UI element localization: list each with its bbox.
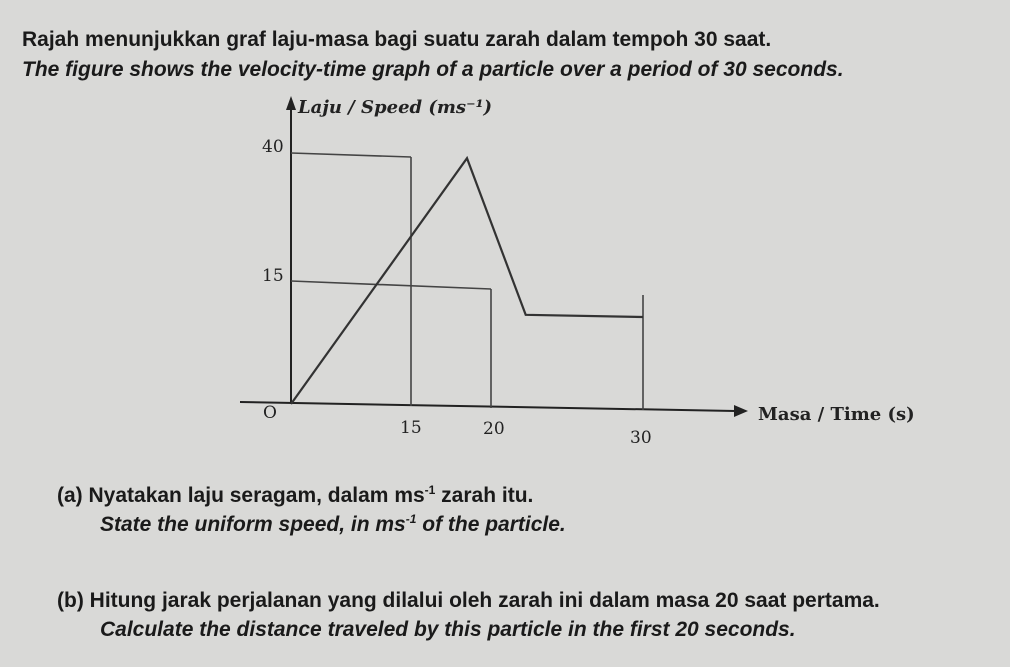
velocity-curve xyxy=(291,158,643,404)
question-b-english: Calculate the distance traveled by this particle in the first 20 seconds. xyxy=(100,618,796,641)
x-tick-15: 15 xyxy=(400,418,422,438)
guide-15 xyxy=(291,281,491,289)
qa-ms-tail: zarah itu. xyxy=(435,484,534,507)
qa-ms-superscript: -1 xyxy=(424,483,436,497)
qa-ms-text: (a) Nyatakan laju seragam, dalam ms xyxy=(57,484,425,507)
intro-english: The figure shows the velocity-time graph of a particle over a period of 30 seconds. xyxy=(22,58,844,81)
qa-en-tail: of the particle. xyxy=(416,513,566,536)
x-tick-20: 20 xyxy=(483,419,505,439)
question-a-english xyxy=(100,512,566,537)
x-axis-label: Masa / Time (s) xyxy=(758,404,915,425)
x-axis xyxy=(240,402,735,411)
question-b-malay: (b) Hitung jarak perjalanan yang dilalui oleh zarah ini dalam masa 20 saat pertama. xyxy=(57,589,880,612)
guide-40 xyxy=(291,153,411,157)
qa-en-superscript: -1 xyxy=(405,512,417,526)
y-axis-arrow xyxy=(286,96,296,110)
y-axis-label: Laju / Speed (ms⁻¹) xyxy=(298,97,492,118)
origin-label: O xyxy=(263,403,277,423)
intro-malay: Rajah menunjukkan graf laju-masa bagi suatu zarah dalam tempoh 30 saat. xyxy=(22,28,772,51)
question-a-malay xyxy=(57,483,533,508)
x-axis-arrow xyxy=(734,405,748,417)
x-tick-30: 30 xyxy=(630,428,652,448)
qa-en-text: State the uniform speed, in ms xyxy=(100,513,406,536)
y-tick-15: 15 xyxy=(262,266,284,286)
y-tick-40: 40 xyxy=(262,137,284,157)
